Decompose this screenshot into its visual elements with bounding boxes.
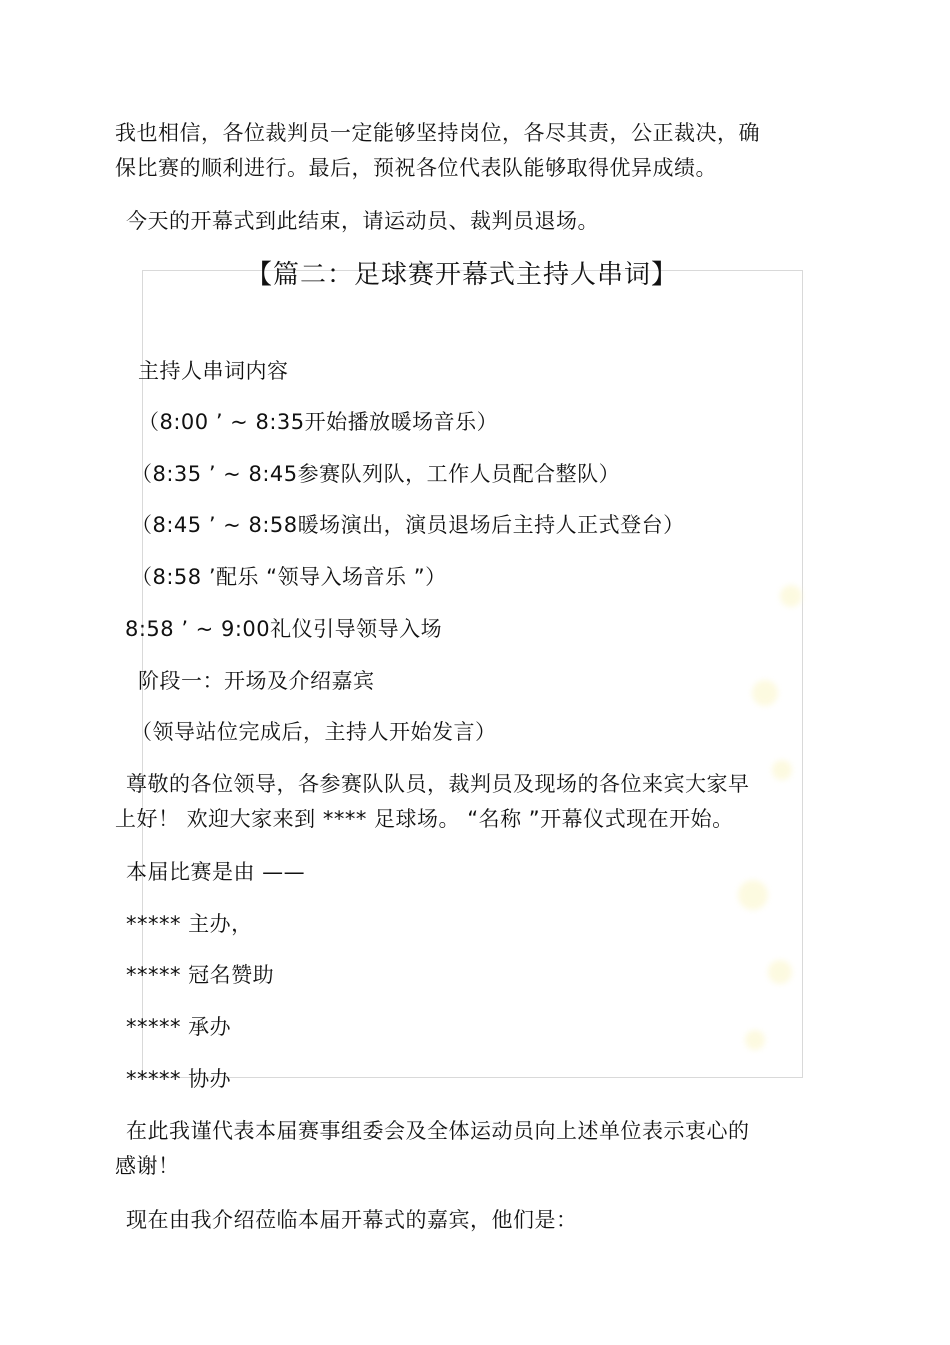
guests-intro: 现在由我介绍莅临本届开幕式的嘉宾，他们是： [126, 1208, 578, 1232]
host-intro: 本届比赛是由 —— [126, 860, 306, 884]
speech-line-2: 上好！ 欢迎大家来到 **** 足球场。 “名称 ”开幕仪式现在开始。 [115, 807, 734, 831]
intro-paragraph-line-1: 我也相信，各位裁判员一定能够坚持岗位，各尽其责，公正裁决，确 [115, 121, 760, 145]
decorative-watermark-dot [768, 960, 792, 984]
thanks-line-2: 感谢！ [115, 1154, 180, 1178]
schedule-item: （8:35 ’ ~ 8:45参赛队列队，工作人员配合整队） [131, 462, 621, 486]
intro-closing-line: 今天的开幕式到此结束，请运动员、裁判员退场。 [126, 209, 599, 233]
stage-note: （领导站位完成后，主持人开始发言） [131, 720, 497, 744]
schedule-item: （8:45 ’ ~ 8:58暖场演出，演员退场后主持人正式登台） [131, 513, 685, 537]
decorative-watermark-dot [772, 760, 792, 780]
organizer-item: ***** 冠名赞助 [126, 963, 275, 987]
section-title: 【篇二：足球赛开幕式主持人串词】 [246, 260, 679, 290]
organizer-item: ***** 主办， [126, 912, 253, 936]
decorative-watermark-dot [780, 585, 802, 607]
organizer-item: ***** 协办 [126, 1067, 232, 1091]
schedule-item: 8:58 ’ ~ 9:00礼仪引导领导入场 [125, 617, 443, 641]
decorative-watermark-dot [752, 680, 778, 706]
decorative-watermark-dot [738, 880, 768, 910]
section-heading: 主持人串词内容 [138, 359, 289, 383]
schedule-item: （8:00 ’ ~ 8:35开始播放暖场音乐） [138, 410, 499, 434]
speech-line-1: 尊敬的各位领导，各参赛队队员，裁判员及现场的各位来宾大家早 [126, 772, 750, 796]
stage-heading: 阶段一：开场及介绍嘉宾 [138, 669, 375, 693]
intro-paragraph-line-2: 保比赛的顺利进行。最后，预祝各位代表队能够取得优异成绩。 [115, 156, 717, 180]
thanks-line-1: 在此我谨代表本届赛事组委会及全体运动员向上述单位表示衷心的 [126, 1119, 750, 1143]
organizer-item: ***** 承办 [126, 1015, 232, 1039]
schedule-item: （8:58 ’配乐 “领导入场音乐 ”） [131, 565, 447, 589]
decorative-watermark-dot [745, 1030, 765, 1050]
